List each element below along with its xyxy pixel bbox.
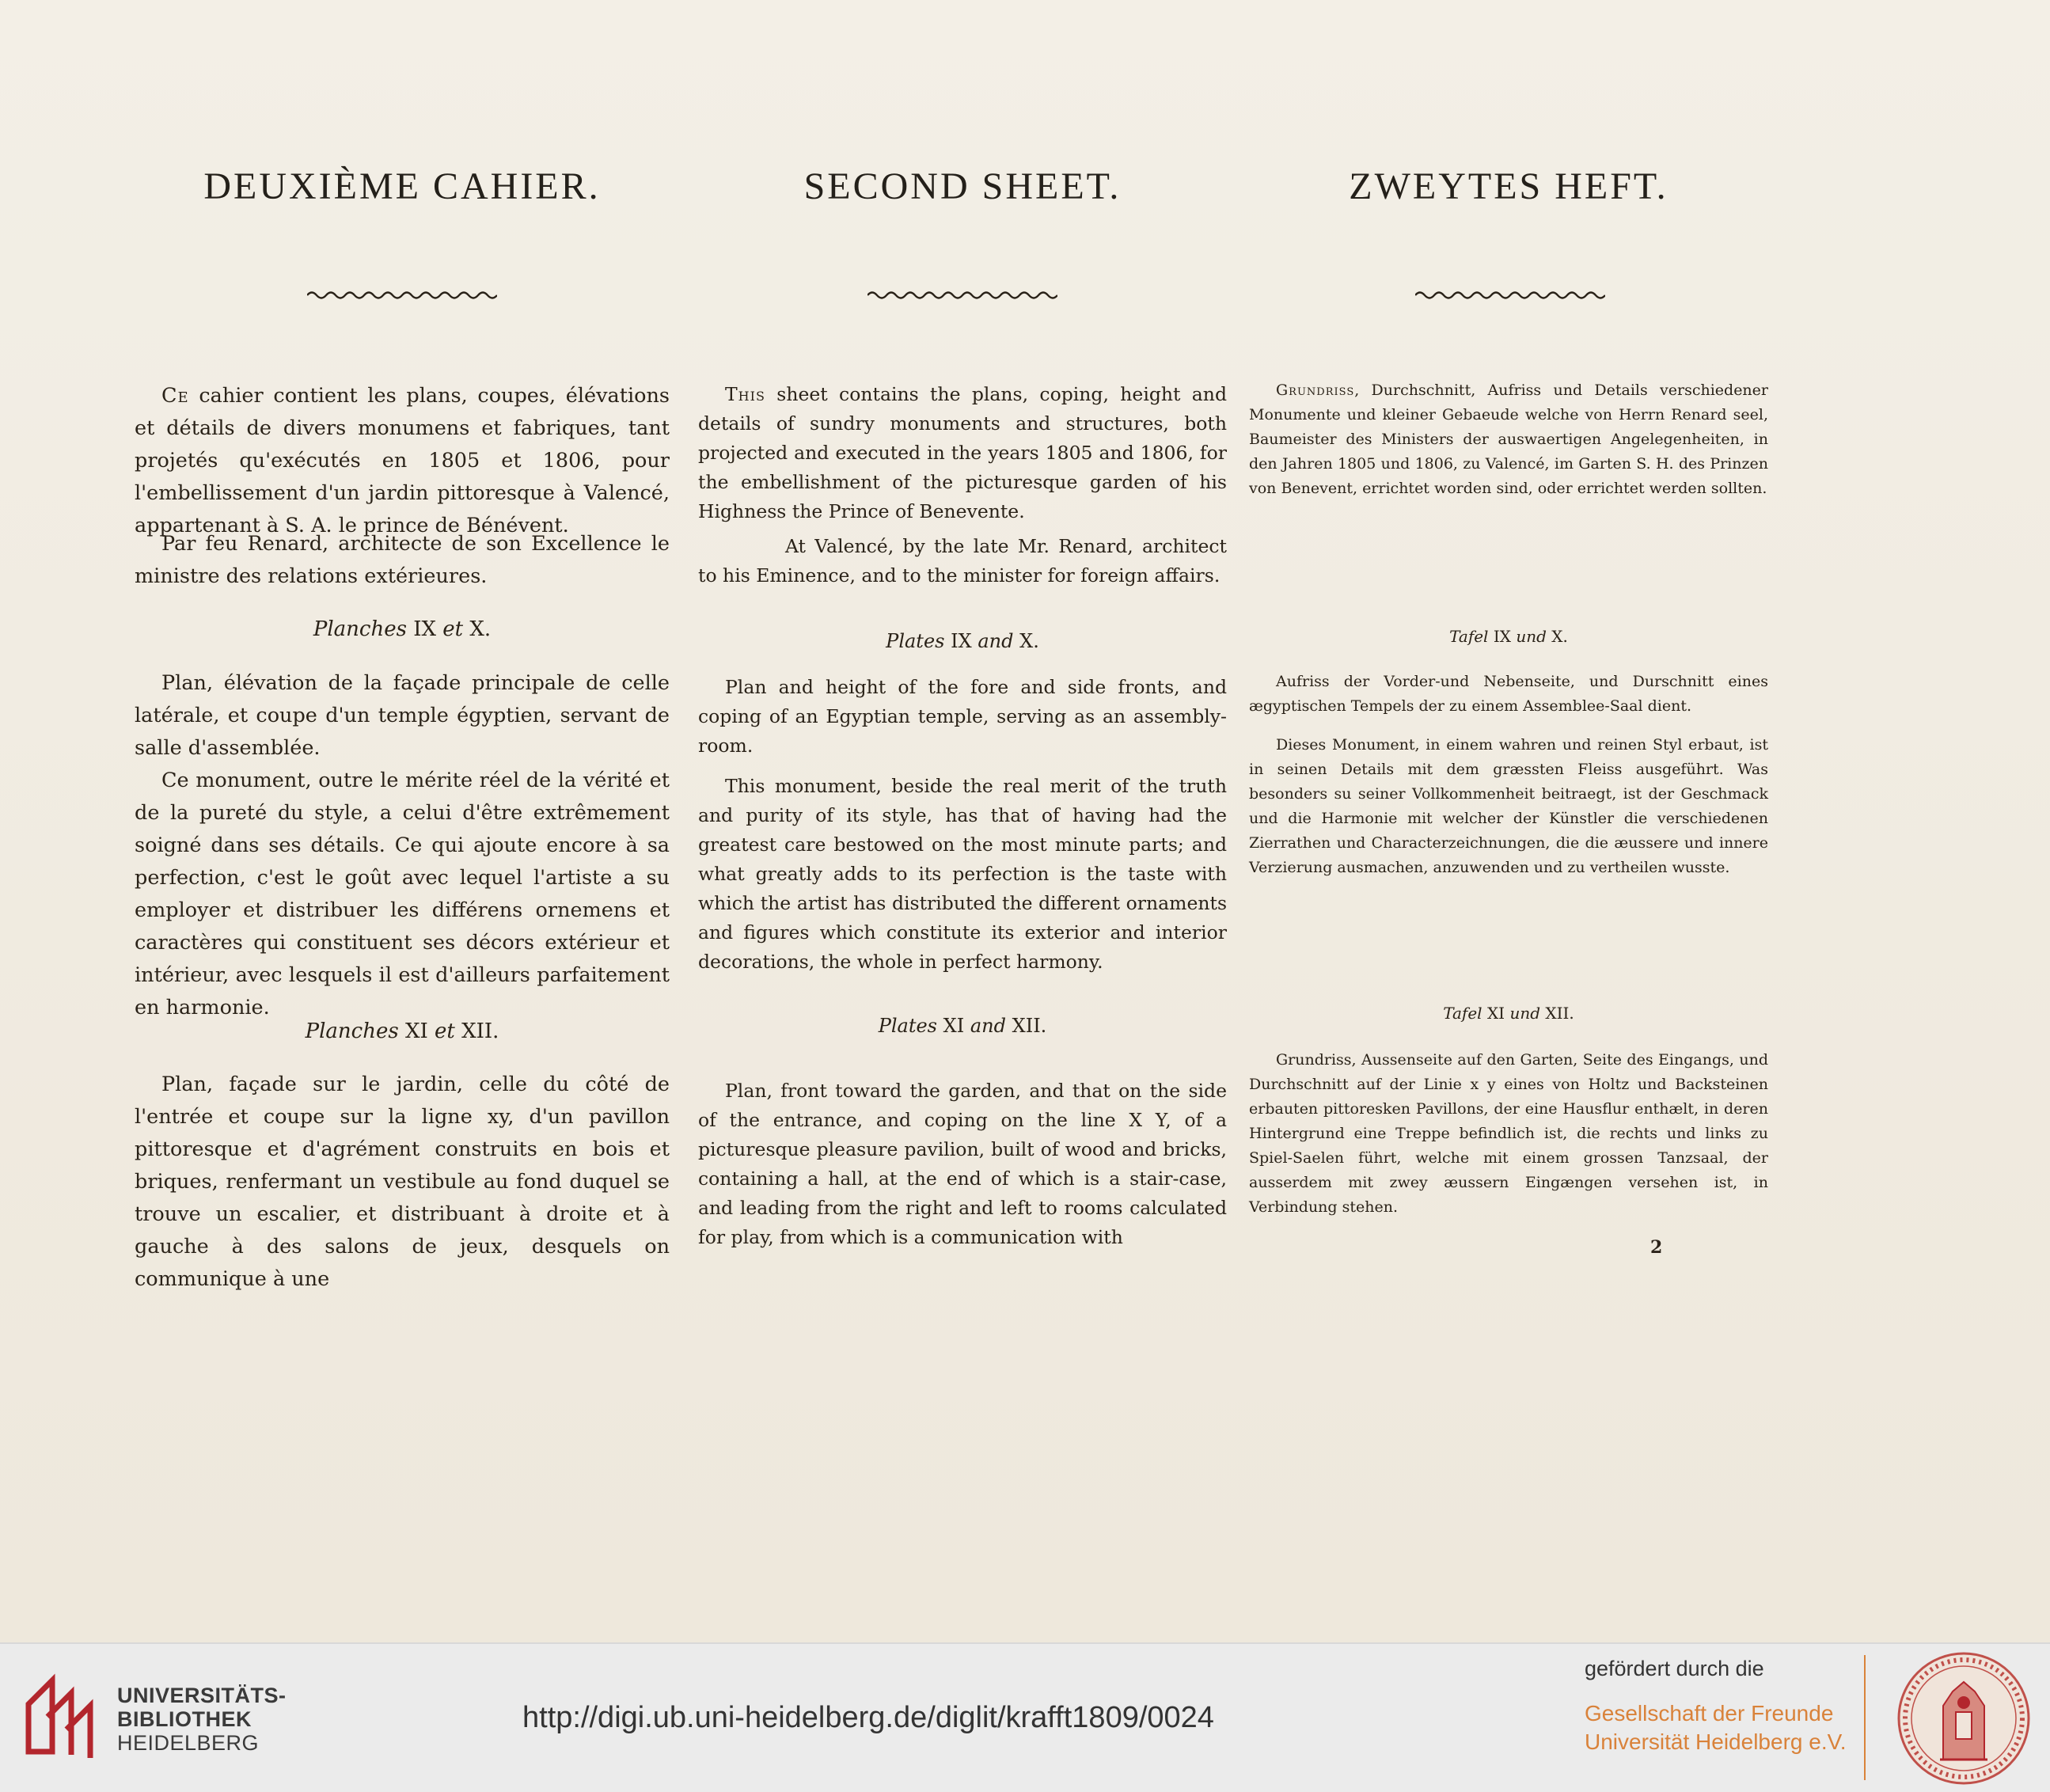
wavy-ornament bbox=[867, 288, 1057, 302]
footer-divider bbox=[1864, 1655, 1866, 1780]
description-paragraph: Dieses Monument, in einem wahren und reinen Styl erbaut, ist in seinen Details mit dem græssten Fleiss ausgeführt. Was besonders su seiner Vollkommenheit beitraegt, ist der Geschmack und die Harmonie mit welcher der Künstler die verschiedenen Zierrathen und Characterzeichnungen, die die æussere und innere Verzierung ausmachen, anzuwenden und zu vertheilen wusste. bbox=[1249, 736, 1768, 876]
plates-2-paragraph: Plan, façade sur le jardin, celle du côté de l'entrée et coupe sur la ligne xy, d'un pavillon pittoresque et d'agrément construits en bois et briques, renfermant un vestibule au fond duquel se trouve un escalier, et distribuant à droite et à gauche à des salons de jeux, desquels on communique à une bbox=[135, 1073, 670, 1291]
column-title: DEUXIÈME CAHIER. bbox=[203, 165, 601, 207]
description-paragraph: This monument, beside the real merit of the truth and purity of its style, has that of having had the greatest care bestowed on the most minute parts; and what greatly adds to its perfection is the taste with which the artist has distributed the different ornaments and figures which constitute its exterior and interior decorations, the whole in perfect harmony. bbox=[698, 775, 1227, 973]
wavy-ornament bbox=[1415, 288, 1605, 302]
plates-heading-1: Planches IX et X. bbox=[313, 617, 492, 641]
plates-heading-2: Planches XI et XII. bbox=[305, 1019, 499, 1043]
society-link[interactable]: Gesellschaft der Freunde Universität Heidelberg e.V. bbox=[1585, 1701, 1847, 1754]
english-column bbox=[698, 0, 1227, 1346]
plates-2-paragraph: Grundriss, Aussenseite auf den Garten, Seite des Eingangs, und Durchschnitt auf der Linie x y eines von Holtz und Backsteinen erbauten pittoresken Pavillons, der eine Hausflur enthælt, in deren Hintergrund eine Treppe befindlich ist, die rechts und links zu Spiel-Saelen führt, welche mit einem grossen Tanzsaal, der ausserdem mit zwey æussern Eingængen versehen ist, in Verbindung stehen. bbox=[1249, 1051, 1768, 1216]
funded-by-label: gefördert durch die bbox=[1585, 1657, 1764, 1680]
column-title: ZWEYTES HEFT. bbox=[1349, 165, 1668, 207]
plates-heading-2: Plates XI and XII. bbox=[878, 1015, 1047, 1037]
author-paragraph: Par feu Renard, architecte de son Excellence le ministre des relations extérieures. bbox=[135, 532, 670, 588]
plates-1-paragraph: Plan, élévation de la façade principale de celle latérale, et coupe d'un temple égyptien, servant de salle d'assemblée. bbox=[135, 671, 670, 760]
library-logo-icon[interactable] bbox=[21, 1672, 106, 1761]
intro-text: sheet contains the plans, coping, height and details of sundry monuments and structures, both projected and executed in the years 1805 and 1806, for the embellishment of the picturesque garden of his Highness the Prince of Benevente. bbox=[698, 383, 1227, 522]
plates-1-paragraph: Aufriss der Vorder-und Nebenseite, und Durschnitt eines ægyptischen Tempels der zu einem Assemblee-Saal dient. bbox=[1249, 673, 1768, 715]
intro-lead: Ce bbox=[161, 384, 189, 408]
library-name[interactable]: UNIVERSITÄTS- BIBLIOTHEK HEIDELBERG bbox=[117, 1684, 287, 1755]
university-seal-icon[interactable] bbox=[1896, 1650, 2032, 1786]
intro-text: , Durchschnitt, Aufriss und Details verschiedener Monumente und kleiner Gebaeude welche von Herrn Renard seel, Baumeister des Ministers der auswaertigen Angelegenheiten, in den Jahren 1805 und 1806, zu Valencé, im Garten S. H. des Prinzen von Benevent, errichtet worden sind, oder errichtet werden sollten. bbox=[1249, 382, 1768, 497]
plates-2-paragraph: Plan, front toward the garden, and that on the side of the entrance, and coping on the line X Y, of a picturesque pleasure pavilion, built of wood and bricks, containing a hall, at the end of which is a stair-case, and leading from the right and left to rooms calculated for play, from which is a communication with bbox=[698, 1080, 1227, 1248]
wavy-ornament bbox=[307, 288, 497, 302]
french-column bbox=[135, 0, 670, 1346]
intro-text: cahier contient les plans, coupes, élévations et détails de divers monumens et fabriques, tant projetés qu'exécutés en 1805 et 1806, pour l'embellissement d'un jardin pittoresque à Valencé, appartenant à S. A. le prince de Bénévent. bbox=[135, 384, 670, 537]
description-paragraph: Ce monument, outre le mérite réel de la vérité et de la pureté du style, a celui d'être extrêmement soigné dans ses détails. Ce qui ajoute encore à sa perfection, c'est le goût avec lequel l'artiste a su employer et distribuer les différens ornemens et caractères qui constituent ses décors extérieur et intérieur, avec lesquels il est d'ailleurs parfaitement en harmonie. bbox=[135, 769, 670, 1019]
intro-lead: This bbox=[725, 383, 765, 405]
german-column bbox=[1249, 0, 1768, 1346]
plates-heading-1: Tafel IX und X. bbox=[1449, 627, 1568, 646]
intro-lead: Grundriss bbox=[1276, 382, 1355, 399]
plates-heading-1: Plates IX and X. bbox=[886, 630, 1039, 652]
intro-paragraph bbox=[698, 380, 1227, 526]
footer-bar bbox=[0, 1642, 2050, 1792]
column-title: SECOND SHEET. bbox=[803, 165, 1122, 207]
page-number: 2 bbox=[1650, 1237, 1663, 1258]
author-paragraph: At Valencé, by the late Mr. Renard, architect to his Eminence, and to the minister for foreign affairs. bbox=[698, 535, 1227, 587]
intro-paragraph bbox=[135, 380, 670, 542]
page-url-link[interactable]: http://digi.ub.uni-heidelberg.de/diglit/krafft1809/0024 bbox=[522, 1701, 1214, 1734]
plates-1-paragraph: Plan and height of the fore and side fronts, and coping of an Egyptian temple, serving as an assembly-room. bbox=[698, 676, 1227, 757]
plates-heading-2: Tafel XI und XII. bbox=[1443, 1004, 1574, 1023]
intro-paragraph bbox=[1249, 378, 1768, 501]
